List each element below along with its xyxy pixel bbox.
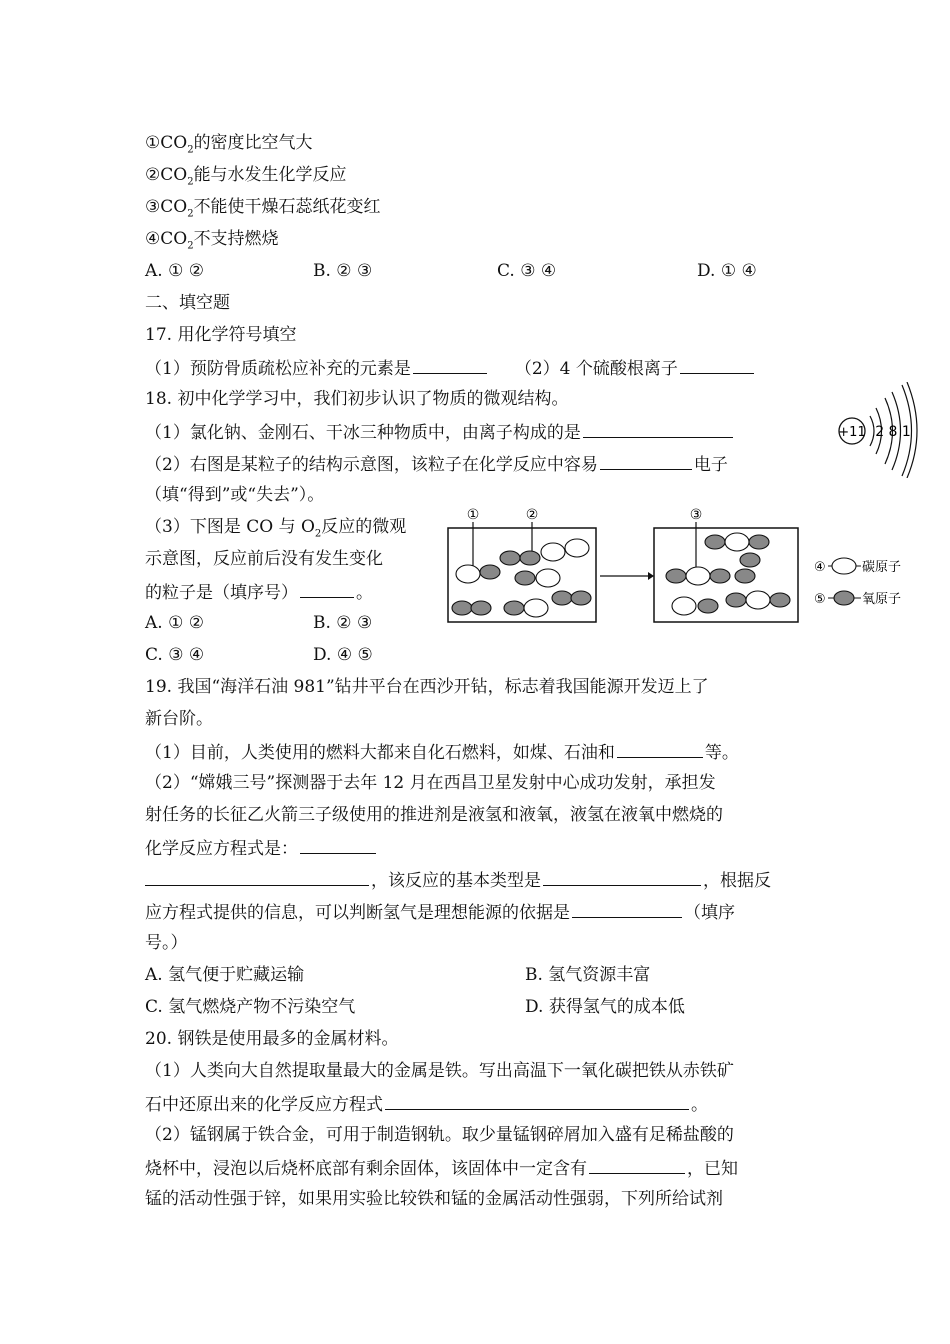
- q20-part2-line1: （2）锰钢属于铁合金，可用于制造钢轨。取少量锰钢碎屑加入盛有足稀盐酸的: [145, 1125, 734, 1145]
- carbon-atom: [746, 591, 770, 609]
- q17-title: 17. 用化学符号填空: [145, 325, 297, 345]
- answer-blank[interactable]: [600, 451, 692, 470]
- legend-marker-4: ④: [814, 560, 826, 575]
- legend-oxygen-label: 氧原子: [862, 592, 902, 607]
- q20-title: 20. 钢铁是使用最多的金属材料。: [145, 1029, 399, 1049]
- legend-carbon-label: 碳原子: [862, 560, 902, 575]
- oxygen-atom: [735, 569, 755, 583]
- answer-blank[interactable]: [413, 355, 487, 374]
- q19-line2: 新台阶。: [145, 709, 213, 729]
- q19-part2-line3: 化学反应方程式是：: [145, 835, 378, 861]
- q18-option-b: B. ② ③: [313, 613, 373, 633]
- oxygen-atom: [710, 569, 730, 583]
- carbon-atom: [456, 565, 480, 583]
- q18-option-a: A. ① ②: [145, 613, 204, 633]
- oxygen-atom: [770, 593, 790, 607]
- q19-part2-line2: 射任务的长征乙火箭三子级使用的推进剂是液氢和液氧，液氢在液氧中燃烧的: [145, 805, 723, 825]
- carbon-atom: [686, 567, 710, 585]
- q19-part1: （1）目前，人类使用的燃料大都来自化石燃料，如煤、石油和 等。: [145, 739, 739, 765]
- q19-part2-line5: 应方程式提供的信息，可以判断氢气是理想能源的依据是 （填序: [145, 899, 735, 925]
- marker-3: ③: [689, 507, 703, 523]
- q18-title: 18. 初中化学学习中，我们初步认识了物质的微观结构。: [145, 389, 569, 409]
- reaction-arrow-head: [648, 572, 654, 580]
- carbon-atom: [524, 599, 548, 617]
- q19-option-d: D. 获得氢气的成本低: [525, 997, 685, 1017]
- q19-part2-line1: （2）“嫦娥三号”探测器于去年 12 月在西昌卫星发射中心成功发射，承担发: [145, 773, 716, 793]
- carbon-atom: [541, 543, 565, 561]
- answer-blank[interactable]: [589, 1155, 685, 1174]
- oxygen-atom: [552, 591, 572, 605]
- marker-2: ②: [525, 507, 539, 523]
- answer-blank[interactable]: [543, 867, 701, 886]
- q18-option-d: D. ④ ⑤: [313, 645, 373, 665]
- q19-part2-line6: 号。）: [145, 933, 188, 953]
- q19-part2-line4: ，该反应的基本类型是 ，根据反: [145, 867, 771, 893]
- q16-option-a: A. ① ②: [145, 261, 204, 281]
- nucleus-charge: +11: [838, 425, 866, 440]
- q16-statement-4: $④CO_2$不支持燃烧: [145, 229, 279, 252]
- oxygen-atom: [666, 569, 686, 583]
- answer-blank[interactable]: [145, 867, 369, 886]
- carbon-atom: [672, 597, 696, 615]
- oxygen-atom: [480, 565, 500, 579]
- answer-blank[interactable]: [617, 739, 703, 758]
- q19-option-c: C. 氢气燃烧产物不污染空气: [145, 997, 356, 1017]
- q16-statement-1: $①CO_2$的密度比空气大: [145, 133, 313, 156]
- reaction-micro-diagram: [440, 502, 920, 628]
- q20-part1-line2: 石中还原出来的化学反应方程式 。: [145, 1091, 708, 1117]
- q19-option-b: B. 氢气资源丰富: [525, 965, 651, 985]
- answer-blank[interactable]: [300, 835, 376, 854]
- q20-part1-line1: （1）人类向大自然提取量最大的金属是铁。写出高温下一氧化碳把铁从赤铁矿: [145, 1061, 734, 1081]
- q16-option-c: C. ③ ④: [497, 261, 557, 281]
- carbon-atom: [565, 539, 589, 557]
- q18-part2-cont: （填“得到”或“失去”）。: [145, 485, 325, 505]
- oxygen-atom: [749, 535, 769, 549]
- oxygen-atom: [740, 553, 760, 567]
- q18-part3-line1: （3）下图是 CO 与 $O_2$反应的微观: [145, 517, 407, 540]
- q16-option-b: B. ② ③: [313, 261, 373, 281]
- q18-part1: （1）氯化钠、金刚石、干冰三种物质中，由离子构成的是: [145, 419, 735, 445]
- answer-blank[interactable]: [572, 899, 682, 918]
- electron-shell-1: [870, 416, 874, 446]
- q18-part3-line2: 示意图，反应前后没有发生变化: [145, 549, 383, 569]
- oxygen-atom: [520, 551, 540, 565]
- carbon-atom: [725, 533, 749, 551]
- carbon-atom: [536, 569, 560, 587]
- section-title: 二、填空题: [145, 293, 230, 313]
- q20-part2-line2: 烧杯中，浸泡以后烧杯底部有剩余固体，该固体中一定含有 ，已知: [145, 1155, 738, 1181]
- q18-part2: （2）右图是某粒子的结构示意图，该粒子在化学反应中容易 电子: [145, 451, 728, 477]
- q18-option-c: C. ③ ④: [145, 645, 205, 665]
- q19-line1: 19. 我国“海洋石油 981”钻井平台在西沙开钻，标志着我国能源开发迈上了: [145, 677, 709, 697]
- answer-blank[interactable]: [583, 419, 733, 438]
- oxygen-atom: [571, 591, 591, 605]
- q18-part3-line3: 的粒子是（填序号） 。: [145, 579, 373, 605]
- oxygen-atom: [726, 593, 746, 607]
- legend-oxygen-icon: [834, 591, 854, 605]
- oxygen-atom: [705, 535, 725, 549]
- q16-option-d: D. ① ④: [697, 261, 757, 281]
- oxygen-atom: [515, 571, 535, 585]
- marker-1: ①: [466, 507, 480, 523]
- legend-marker-5: ⑤: [814, 592, 826, 607]
- answer-blank[interactable]: [680, 355, 754, 374]
- q16-statement-3: $③CO_2$不能使干燥石蕊纸花变红: [145, 197, 381, 220]
- oxygen-atom: [500, 551, 520, 565]
- answer-blank[interactable]: [385, 1091, 689, 1110]
- atom-structure-diagram: [832, 382, 922, 478]
- q19-option-a: A. 氢气便于贮藏运输: [145, 965, 305, 985]
- oxygen-atom: [504, 601, 524, 615]
- oxygen-atom: [452, 601, 472, 615]
- legend-carbon-icon: [832, 558, 856, 574]
- q16-statement-2: $②CO_2$能与水发生化学反应: [145, 165, 347, 188]
- answer-blank[interactable]: [300, 579, 354, 598]
- oxygen-atom: [698, 599, 718, 613]
- shell-electrons: 2 8 1: [875, 424, 911, 440]
- q17-parts: （1）预防骨质疏松应补充的元素是 （2）4 个硫酸根离子: [145, 355, 756, 381]
- q20-part2-line3: 锰的活动性强于锌，如果用实验比较铁和锰的金属活动性强弱，下列所给试剂: [145, 1189, 723, 1209]
- oxygen-atom: [471, 601, 491, 615]
